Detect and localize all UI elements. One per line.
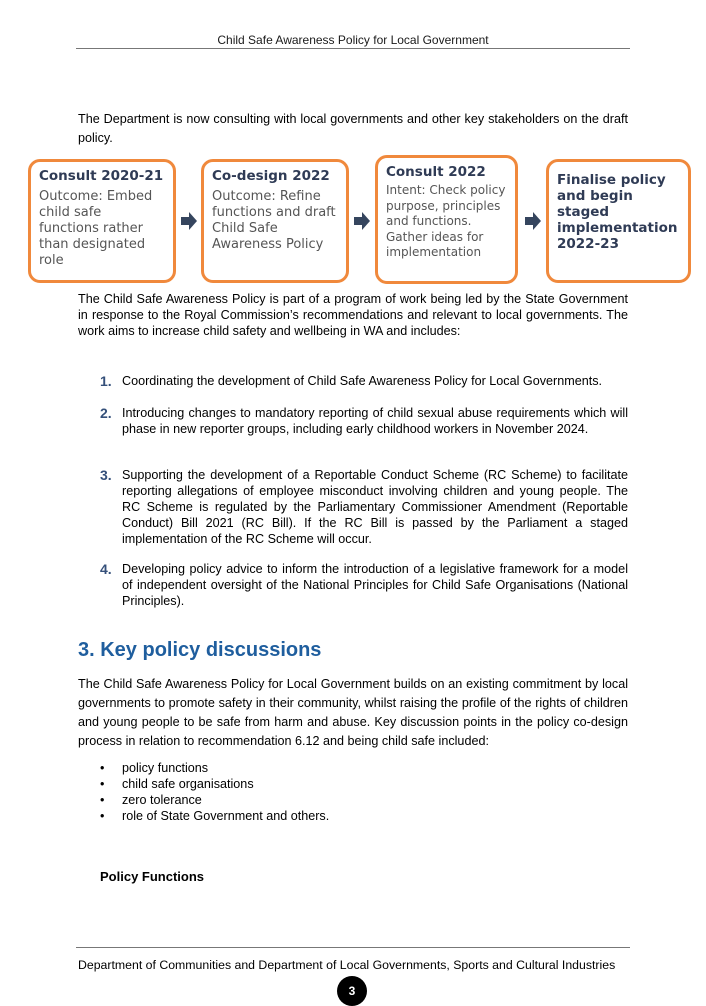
process-step-consult-2022 xyxy=(375,155,518,284)
running-header: Child Safe Awareness Policy for Local Government xyxy=(217,33,489,47)
arrow-right-icon xyxy=(181,212,197,230)
process-step-co-design-2022 xyxy=(201,159,349,283)
list-text: Introducing changes to mandatory reporting of child sexual abuse requirements which will phase in new reporter groups, including early childhood workers in November 2024. xyxy=(122,406,628,436)
list-text: Coordinating the development of Child Safe Awareness Policy for Local Governments. xyxy=(122,374,602,388)
list-number: 1. xyxy=(100,373,112,389)
list-number: 3. xyxy=(100,467,112,483)
process-step-title: Finalise policy and begin staged implementation 2022-23 xyxy=(557,172,678,252)
process-step-title: Consult 2022 xyxy=(386,164,486,180)
bullet-text: child safe organisations xyxy=(122,777,254,791)
list-text: Developing policy advice to inform the introduction of a legislative framework for a model of independent oversight of the National Principles for Child Safe Organisations (National Principles). xyxy=(122,562,628,608)
arrow-right-icon xyxy=(354,212,370,230)
bullet-dot-icon: • xyxy=(100,793,105,807)
process-step-body: Intent: Check policy purpose, principles and functions. Gather ideas for implementation xyxy=(386,183,506,259)
intro-paragraph: The Department is now consulting with local governments and other key stakeholders on the draft policy. xyxy=(78,112,628,145)
list-number: 4. xyxy=(100,561,112,577)
subheading-policy-functions: Policy Functions xyxy=(100,869,205,884)
bullet-dot-icon: • xyxy=(100,761,105,775)
process-step-title: Consult 2020-21 xyxy=(39,168,164,184)
process-step-body: Outcome: Embed child safe functions rather than designated role xyxy=(39,189,153,268)
process-step-body: Outcome: Refine functions and draft Child Safe Awareness Policy xyxy=(212,189,336,252)
bullet-text: policy functions xyxy=(122,761,209,775)
footer-text: Department of Communities and Department of Local Governments, Sports and Cultural Industries xyxy=(78,958,616,972)
section-heading: 3. Key policy discussions xyxy=(78,639,322,661)
page-number: 3 xyxy=(337,976,367,1006)
program-paragraph: The Child Safe Awareness Policy is part of a program of work being led by the State Government in response to the Royal Commission’s recommendations and relevant to local governments. The work aims to increase child safety and wellbeing in WA and includes: xyxy=(78,292,628,338)
bullet-dot-icon: • xyxy=(100,777,105,791)
section-paragraph: The Child Safe Awareness Policy for Local Government builds on an existing commitment by local governments to promote safety in their community, whilst raising the profile of the rights of children and young people to be safe from harm and abuse. Key discussion points in the policy co-design process in relation to recommendation 6.12 and being child safe included: xyxy=(78,677,628,748)
process-step-finalise xyxy=(546,159,691,283)
bullet-dot-icon: • xyxy=(100,809,105,823)
header-rule xyxy=(76,48,630,49)
list-number: 2. xyxy=(100,405,112,421)
arrow-right-icon xyxy=(525,212,541,230)
footer-rule xyxy=(76,947,630,948)
bullet-text: role of State Government and others. xyxy=(122,809,330,823)
list-text: Supporting the development of a Reportable Conduct Scheme (RC Scheme) to facilitate reporting allegations of employee misconduct involving children and young people. The RC Scheme is regulated by the Parliamentary Commissioner Amendment (Reportable Conduct) Bill 2021 (RC Bill). If the RC Bill is passed by the Parliament a staged implementation of the RC Scheme will occur. xyxy=(122,468,628,546)
bullet-text: zero tolerance xyxy=(122,793,202,807)
process-step-consult-2020-21 xyxy=(28,159,176,283)
process-step-title: Co-design 2022 xyxy=(212,168,330,184)
